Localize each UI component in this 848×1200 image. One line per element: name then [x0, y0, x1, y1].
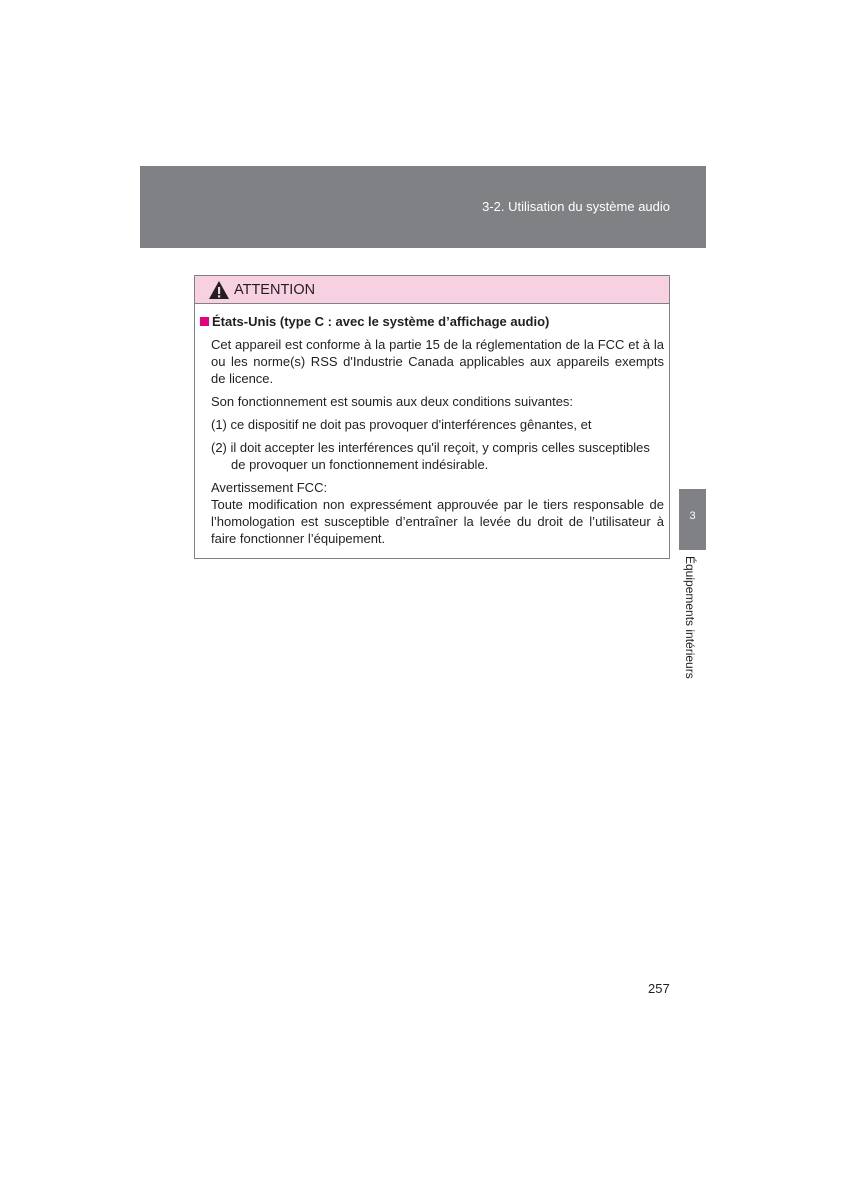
- section-heading-text: États-Unis (type C : avec le système d’affichage audio): [212, 314, 550, 329]
- chapter-tab[interactable]: [679, 489, 706, 550]
- conditions-intro: Son fonctionnement est soumis aux deux conditions suivantes:: [211, 394, 574, 409]
- header-bar: [140, 166, 706, 248]
- fcc-warning-text: Toute modification non expressément approuvée par le tiers responsable de l’homologation est susceptible d’entraîner la levée du droit de l’utilisateur à faire fonctionner l’équipement.: [211, 497, 664, 546]
- warning-triangle-icon: [208, 280, 230, 300]
- fcc-warning-label: Avertissement FCC:: [211, 480, 328, 495]
- chapter-label-wrap: [683, 556, 699, 696]
- section-title: 3-2. Utilisation du système audio: [482, 199, 670, 214]
- caution-header: [195, 276, 669, 304]
- square-bullet-icon: [200, 317, 209, 326]
- condition-2: (2) il doit accepter les interférences qu'il reçoit, y compris celles susceptibles de provoquer un fonctionnement indésirable.: [211, 440, 650, 472]
- caution-box: [194, 275, 670, 559]
- caution-section-heading: [200, 313, 664, 330]
- page-number: 257: [648, 981, 670, 996]
- condition-1: (1) ce dispositif ne doit pas provoquer d'interférences gênantes, et: [211, 417, 592, 432]
- chapter-number: 3: [689, 510, 696, 522]
- chapter-label: Équipements intérieurs: [683, 556, 697, 679]
- compliance-paragraph: Cet appareil est conforme à la partie 15 de la réglementation de la FCC et à la ou les norme(s) RSS d'Industrie Canada applicables aux appareils exempts de licence.: [211, 337, 664, 386]
- caution-body: [195, 304, 669, 547]
- caution-title: ATTENTION: [234, 281, 316, 298]
